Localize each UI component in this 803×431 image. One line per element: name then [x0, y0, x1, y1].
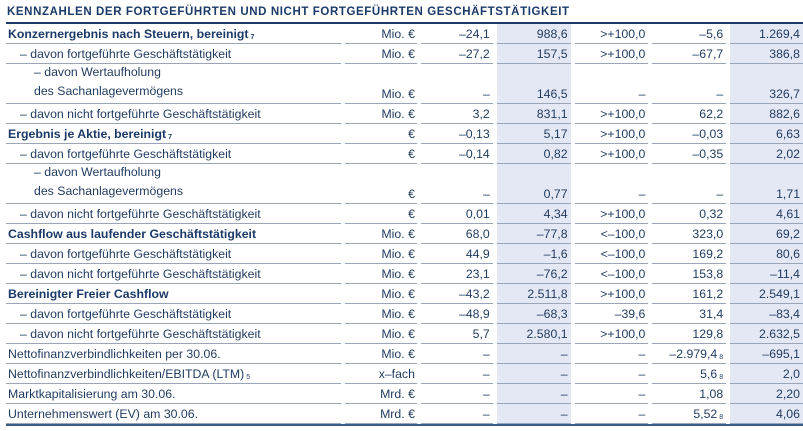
value-cell-col3: [575, 284, 649, 304]
value-text: –68,3: [536, 307, 568, 321]
row-label: [6, 264, 341, 284]
row-unit: x–fach: [345, 364, 417, 384]
value-cell-col1: [421, 204, 493, 224]
value-cell-col1: [421, 304, 493, 324]
table-row: [6, 344, 803, 364]
row-label-text: Nettofinanzverbindlichkeiten per 30.06.: [8, 347, 221, 361]
value-text: >+100,0: [600, 207, 646, 221]
footnote-marker: 8: [719, 414, 724, 421]
value-cell-col5: [730, 324, 803, 344]
value-text: –: [638, 347, 646, 361]
value-text: 5,7: [472, 327, 490, 341]
value-cell-col5: [730, 244, 803, 264]
value-text: –43,2: [458, 287, 490, 301]
value-cell-col3: [575, 364, 649, 384]
value-text: 882,6: [769, 107, 801, 121]
row-label: [6, 44, 341, 64]
table-row: [6, 24, 803, 44]
value-cell-col4: [652, 64, 726, 104]
value-cell-col4: [652, 144, 726, 164]
row-label-text: Unternehmenswert (EV) am 30.06.: [8, 407, 199, 421]
value-cell-col2: [497, 164, 571, 204]
value-text: 5,52: [693, 407, 718, 421]
value-text: 2.632,5: [758, 327, 801, 341]
value-text: 129,8: [692, 327, 724, 341]
value-cell-col4: [652, 284, 726, 304]
value-cell-col4: [652, 104, 726, 124]
value-cell-col1: [421, 244, 493, 264]
value-text: –: [716, 87, 724, 101]
value-text: –: [482, 187, 490, 201]
row-unit: Mio. €: [345, 104, 417, 124]
row-label-text: – davon fortgeführte Geschäftstätigkeit: [20, 147, 232, 161]
row-label-text: Cashflow aus laufender Geschäftstätigkeit: [8, 227, 257, 241]
value-cell-col2: [497, 244, 571, 264]
value-text: –: [638, 367, 646, 381]
row-unit: Mio. €: [345, 64, 417, 104]
value-text: –: [638, 407, 646, 421]
value-text: 2.580,1: [526, 327, 568, 341]
footnote-marker: 8: [719, 374, 724, 381]
value-cell-col1: [421, 24, 493, 44]
value-text: –: [560, 367, 568, 381]
row-label-text: Bereinigter Freier Cashflow: [8, 287, 169, 301]
value-cell-col5: [730, 344, 803, 364]
value-cell-col5: [730, 224, 803, 244]
value-cell-col5: [730, 44, 803, 64]
value-cell-col3: [575, 44, 649, 64]
row-label-text: Marktkapitalisierung am 30.06.: [8, 387, 176, 401]
value-text: 1.269,4: [758, 27, 800, 41]
row-unit: Mio. €: [345, 24, 417, 44]
table-row: [6, 384, 803, 404]
row-unit: €: [345, 124, 417, 144]
table-row: [6, 304, 803, 324]
row-label: [6, 244, 341, 264]
value-text: 326,7: [769, 87, 801, 101]
value-cell-col5: [730, 144, 803, 164]
value-cell-col2: [497, 324, 571, 344]
value-text: –695,1: [762, 347, 800, 361]
value-text: –: [638, 387, 646, 401]
table-title: KENNZAHLEN DER FORTGEFÜHRTEN UND NICHT FORTGEFÜHRTEN GESCHÄFTSTÄTIGKEIT: [7, 6, 570, 18]
value-text: >+100,0: [600, 327, 646, 341]
value-cell-col4: [652, 44, 726, 64]
value-cell-col3: [575, 344, 649, 364]
value-cell-col3: [575, 384, 649, 404]
value-text: 62,2: [699, 107, 724, 121]
value-text: –: [560, 387, 568, 401]
footnote-marker: 7: [250, 34, 255, 41]
value-text: 0,77: [543, 187, 568, 201]
value-text: –: [560, 347, 568, 361]
table-row: [6, 164, 803, 204]
value-cell-col2: [497, 284, 571, 304]
value-cell-col4: [652, 404, 726, 424]
row-unit: Mio. €: [345, 344, 417, 364]
value-cell-col2: [497, 404, 571, 424]
value-text: –: [482, 407, 490, 421]
value-text: 386,8: [769, 47, 801, 61]
value-cell-col1: [421, 124, 493, 144]
value-text: –83,4: [769, 307, 801, 321]
row-label: [6, 404, 341, 424]
value-text: <–100,0: [600, 227, 646, 241]
value-cell-col2: [497, 364, 571, 384]
value-cell-col4: [652, 364, 726, 384]
value-text: 4,61: [776, 207, 801, 221]
value-text: >+100,0: [600, 287, 646, 301]
value-cell-col4: [652, 324, 726, 344]
row-label-text: Ergebnis je Aktie, bereinigt: [8, 127, 167, 141]
value-cell-col1: [421, 104, 493, 124]
row-label: [6, 64, 341, 104]
value-cell-col5: [730, 384, 803, 404]
value-text: 1,71: [776, 187, 801, 201]
value-cell-col1: [421, 64, 493, 104]
row-label: [6, 324, 341, 344]
row-label: [6, 304, 341, 324]
value-cell-col3: [575, 124, 649, 144]
value-cell-col3: [575, 164, 649, 204]
value-cell-col3: [575, 24, 649, 44]
value-cell-col3: [575, 104, 649, 124]
value-text: –76,2: [536, 267, 568, 281]
value-cell-col2: [497, 24, 571, 44]
value-cell-col5: [730, 24, 803, 44]
value-text: 161,2: [692, 287, 724, 301]
value-text: >+100,0: [600, 27, 646, 41]
row-label-text: – davon nicht fortgeführte Geschäftstätigkeit: [20, 207, 261, 221]
value-cell-col3: [575, 224, 649, 244]
row-unit: Mio. €: [345, 304, 417, 324]
row-unit: Mio. €: [345, 244, 417, 264]
value-text: –: [482, 367, 490, 381]
value-text: –: [638, 87, 646, 101]
value-cell-col5: [730, 124, 803, 144]
table-row: [6, 324, 803, 344]
value-cell-col4: [652, 164, 726, 204]
value-cell-col2: [497, 224, 571, 244]
value-cell-col4: [652, 24, 726, 44]
value-text: 44,9: [465, 247, 490, 261]
row-unit: Mio. €: [345, 324, 417, 344]
value-cell-col4: [652, 124, 726, 144]
value-text: –: [560, 407, 568, 421]
row-label: [6, 204, 341, 224]
value-cell-col3: [575, 324, 649, 344]
value-text: <–100,0: [600, 267, 646, 281]
value-cell-col2: [497, 204, 571, 224]
table-row: [6, 244, 803, 264]
row-label-text: Nettofinanzverbindlichkeiten/EBITDA (LTM): [8, 367, 245, 381]
row-unit: Mrd. €: [345, 404, 417, 424]
value-text: –67,7: [692, 47, 724, 61]
value-text: <–100,0: [600, 247, 646, 261]
value-text: 988,6: [536, 27, 568, 41]
value-text: 153,8: [692, 267, 724, 281]
value-text: –39,6: [614, 307, 646, 321]
table-row: [6, 204, 803, 224]
value-cell-col5: [730, 304, 803, 324]
value-text: –48,9: [458, 307, 490, 321]
value-text: 5,6: [700, 367, 718, 381]
table-row: [6, 264, 803, 284]
row-label-line1: – davon Wertaufholung: [34, 165, 161, 179]
row-label: [6, 364, 341, 384]
value-cell-col1: [421, 404, 493, 424]
value-text: 2,0: [782, 367, 800, 381]
row-unit: Mio. €: [345, 44, 417, 64]
value-cell-col5: [730, 284, 803, 304]
row-label: [6, 104, 341, 124]
value-cell-col1: [421, 384, 493, 404]
value-text: 23,1: [465, 267, 490, 281]
value-text: –: [482, 87, 490, 101]
value-cell-col1: [421, 144, 493, 164]
value-cell-col4: [652, 304, 726, 324]
value-cell-col2: [497, 344, 571, 364]
value-text: –24,1: [458, 27, 490, 41]
value-cell-col5: [730, 164, 803, 204]
value-cell-col1: [421, 164, 493, 204]
value-text: 2,20: [776, 387, 800, 401]
value-cell-col2: [497, 264, 571, 284]
value-cell-col2: [497, 64, 571, 104]
value-cell-col4: [652, 204, 726, 224]
value-text: –0,14: [458, 147, 490, 161]
value-cell-col1: [421, 264, 493, 284]
value-cell-col3: [575, 204, 649, 224]
value-text: –: [482, 387, 490, 401]
value-cell-col4: [652, 384, 726, 404]
row-label: [6, 24, 341, 44]
value-cell-col5: [730, 264, 803, 284]
row-label: [6, 384, 341, 404]
value-text: –2.979,4: [669, 347, 718, 361]
table-row: [6, 404, 803, 424]
row-label-text: – davon nicht fortgeführte Geschäftstätigkeit: [20, 107, 261, 121]
table-row: [6, 224, 803, 244]
value-text: 4,34: [543, 207, 568, 221]
value-text: –: [716, 187, 724, 201]
value-text: –0,03: [692, 127, 724, 141]
value-text: 80,6: [776, 247, 801, 261]
value-cell-col2: [497, 124, 571, 144]
value-cell-col1: [421, 284, 493, 304]
value-text: >+100,0: [600, 47, 646, 61]
value-cell-col5: [730, 64, 803, 104]
value-cell-col4: [652, 344, 726, 364]
table-row: [6, 124, 803, 144]
value-cell-col2: [497, 144, 571, 164]
value-cell-col1: [421, 344, 493, 364]
value-text: 2.511,8: [527, 287, 568, 301]
value-text: 5,17: [543, 127, 568, 141]
value-cell-col5: [730, 364, 803, 384]
row-label: [6, 124, 341, 144]
value-text: –0,13: [458, 127, 490, 141]
value-text: 831,1: [536, 107, 568, 121]
table-bottom-divider: [6, 424, 803, 426]
value-cell-col2: [497, 384, 571, 404]
value-cell-col3: [575, 64, 649, 104]
value-cell-col1: [421, 44, 493, 64]
value-cell-col1: [421, 364, 493, 384]
value-text: –: [638, 187, 646, 201]
value-text: –11,4: [770, 267, 801, 281]
value-text: –0,35: [692, 147, 724, 161]
table-row: [6, 364, 803, 384]
value-cell-col4: [652, 244, 726, 264]
value-cell-col2: [497, 104, 571, 124]
value-text: –27,2: [458, 47, 490, 61]
value-text: 4,06: [776, 407, 800, 421]
value-text: 68,0: [465, 227, 490, 241]
value-cell-col3: [575, 304, 649, 324]
value-text: 2.549,1: [758, 287, 800, 301]
row-label-line2: des Sachanlagevermögens: [34, 84, 184, 98]
value-text: >+100,0: [600, 107, 646, 121]
row-label-line1: – davon Wertaufholung: [34, 65, 161, 79]
row-unit: Mrd. €: [345, 384, 417, 404]
value-text: 1,08: [699, 387, 724, 401]
table-row: [6, 144, 803, 164]
row-label-line2: des Sachanlagevermögens: [34, 184, 184, 198]
value-cell-col5: [730, 404, 803, 424]
value-text: 157,5: [536, 47, 568, 61]
row-label: [6, 284, 341, 304]
value-text: –77,8: [536, 227, 568, 241]
value-text: 146,5: [536, 87, 568, 101]
row-unit: Mio. €: [345, 264, 417, 284]
footnote-marker: 7: [168, 134, 172, 141]
value-cell-col2: [497, 44, 571, 64]
value-text: 3,2: [472, 107, 490, 121]
footnote-marker: 5: [246, 374, 251, 381]
row-unit: €: [345, 144, 417, 164]
table-row: [6, 64, 803, 104]
footnote-marker: 8: [719, 354, 724, 361]
row-label-text: – davon nicht fortgeführte Geschäftstätigkeit: [20, 267, 261, 281]
value-cell-col3: [575, 144, 649, 164]
value-cell-col1: [421, 324, 493, 344]
value-cell-col3: [575, 404, 649, 424]
table-row: [6, 104, 803, 124]
value-cell-col1: [421, 224, 493, 244]
value-text: 169,2: [692, 247, 724, 261]
value-text: >+100,0: [600, 127, 646, 141]
table-row: [6, 284, 803, 304]
value-text: 31,4: [699, 307, 724, 321]
row-label-text: – davon fortgeführte Geschäftstätigkeit: [20, 247, 232, 261]
value-text: 0,82: [543, 147, 568, 161]
row-label: [6, 144, 341, 164]
row-label-text: Konzernergebnis nach Steuern, bereinigt: [8, 27, 249, 41]
value-cell-col3: [575, 244, 649, 264]
value-text: 69,2: [776, 227, 800, 241]
value-cell-col3: [575, 264, 649, 284]
value-text: 2,02: [776, 147, 801, 161]
value-text: –1,6: [543, 247, 568, 261]
row-unit: €: [345, 164, 417, 204]
value-text: 6,63: [776, 127, 800, 141]
row-label: [6, 164, 341, 204]
value-cell-col4: [652, 264, 726, 284]
table-row: [6, 44, 803, 64]
value-text: 323,0: [692, 227, 724, 241]
value-text: –5,6: [699, 27, 724, 41]
value-text: 0,32: [699, 207, 724, 221]
value-cell-col4: [652, 224, 726, 244]
value-text: 0,01: [465, 207, 490, 221]
row-label: [6, 224, 341, 244]
row-label: [6, 344, 341, 364]
value-cell-col5: [730, 104, 803, 124]
row-label-text: – davon fortgeführte Geschäftstätigkeit: [20, 47, 232, 61]
row-unit: Mio. €: [345, 284, 417, 304]
row-unit: Mio. €: [345, 224, 417, 244]
value-text: >+100,0: [600, 147, 646, 161]
value-cell-col5: [730, 204, 803, 224]
row-unit: €: [345, 204, 417, 224]
value-cell-col2: [497, 304, 571, 324]
row-label-text: – davon nicht fortgeführte Geschäftstätigkeit: [20, 327, 261, 341]
row-label-text: – davon fortgeführte Geschäftstätigkeit: [20, 307, 232, 321]
key-figures-table: [6, 24, 803, 424]
value-text: –: [482, 347, 490, 361]
